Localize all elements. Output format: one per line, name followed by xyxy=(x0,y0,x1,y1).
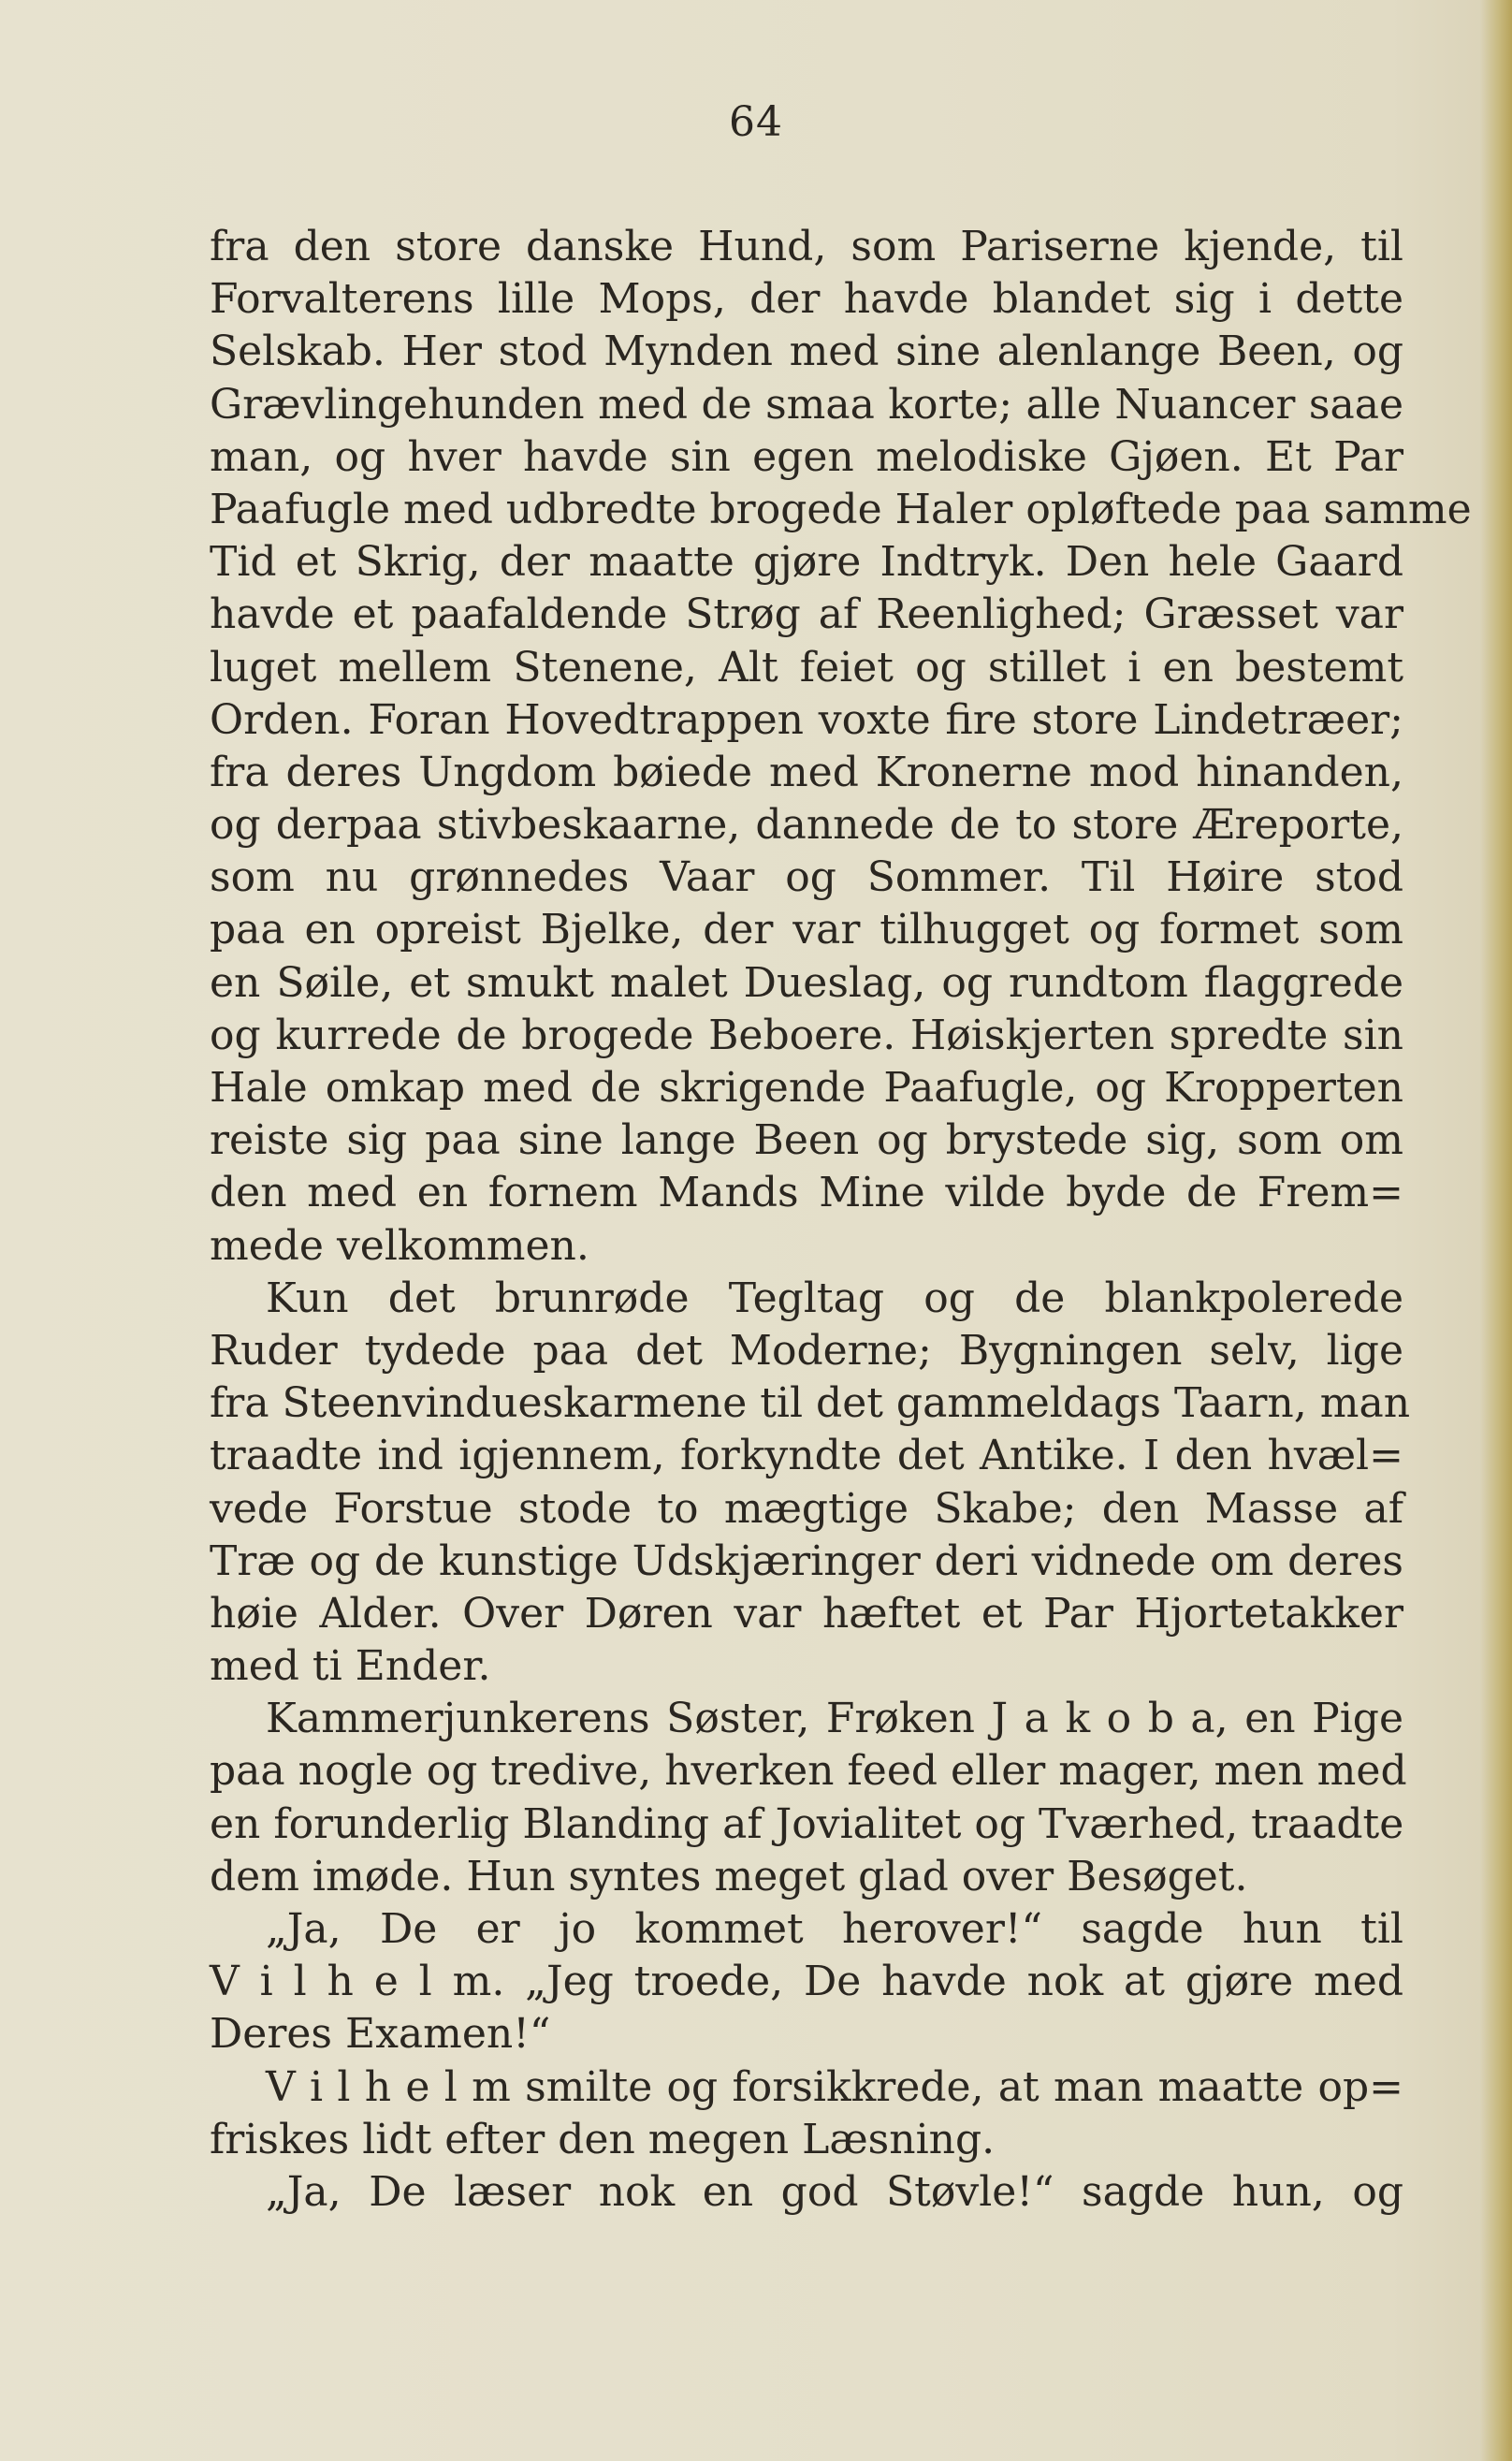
text-line: og derpaa stivbeskaarne, dannede de to store Æreporte, xyxy=(210,801,1403,850)
text-line: Grævlingehunden med de smaa korte; alle Nuancer saae xyxy=(210,380,1403,429)
text-line: en forunderlig Blanding af Jovialitet og Tværhed, traadte xyxy=(210,1799,1404,1848)
text-line: „Ja, De er jo kommet herover!“ sagde hun til xyxy=(266,1905,1403,1953)
text-line: Kammerjunkerens Søster, Frøken J a k o b a, en Pige xyxy=(266,1695,1403,1743)
text-line: havde et paafaldende Strøg af Reenlighed; Græsset var xyxy=(210,590,1403,639)
text-line: Paafugle med udbredte brogede Haler opløftede paa samme xyxy=(210,485,1472,533)
text-line: paa en opreist Bjelke, der var tilhugget og formet som xyxy=(210,906,1403,954)
text-line: Tid et Skrig, der maatte gjøre Indtryk. Den hele Gaard xyxy=(210,538,1403,587)
text-line: paa nogle og tredive, hverken feed eller mager, men med xyxy=(210,1747,1407,1796)
text-line: fra deres Ungdom bøiede med Kronerne mod hinanden, xyxy=(210,748,1403,796)
text-line: luget mellem Stenene, Alt feiet og stillet i en bestemt xyxy=(210,643,1403,692)
text-line: som nu grønnedes Vaar og Sommer. Til Høire stod xyxy=(210,853,1403,902)
text-line: Hale omkap med de skrigende Paafugle, og Kropperten xyxy=(210,1064,1403,1112)
text-line: Træ og de kunstige Udskjæringer deri vidnede om deres xyxy=(210,1536,1403,1585)
text-line: „Ja, De læser nok en god Støvle!“ sagde hun, og xyxy=(266,2167,1403,2216)
text-line: traadte ind igjennem, forkyndte det Antike. I den hvæl= xyxy=(210,1432,1403,1480)
text-line: V i l h e l m. „Jeg troede, De havde nok at gjøre med xyxy=(210,1958,1403,2006)
text-line: Ruder tydede paa det Moderne; Bygningen selv, lige xyxy=(210,1326,1403,1375)
text-line: Selskab. Her stod Mynden med sine alenlange Been, og xyxy=(210,328,1403,376)
page-number: 64 xyxy=(729,98,783,146)
text-line: fra Steenvindueskarmene til det gammeldags Taarn, man xyxy=(210,1379,1411,1428)
body-text xyxy=(210,221,1472,2219)
text-line: Forvalterens lille Mops, der havde blandet sig i dette xyxy=(210,275,1403,324)
text-line: Kun det brunrøde Tegltag og de blankpolerede xyxy=(266,1274,1403,1322)
text-line: reiste sig paa sine lange Been og brystede sig, som om xyxy=(210,1116,1403,1165)
text-line: med ti Ender. xyxy=(210,1642,491,1691)
text-line: Orden. Foran Hovedtrappen voxte fire store Lindetræer; xyxy=(210,695,1403,744)
text-line: Deres Examen!“ xyxy=(210,2010,551,2059)
text-line: høie Alder. Over Døren var hæftet et Par Hjortetakker xyxy=(210,1589,1403,1638)
page-edge-shadow xyxy=(1480,0,1512,2461)
text-line: vede Forstue stode to mægtige Skabe; den Masse af xyxy=(210,1484,1403,1533)
text-line: den med en fornem Mands Mine vilde byde de Frem= xyxy=(210,1169,1403,1217)
text-line: mede velkommen. xyxy=(210,1221,589,1270)
text-line: V i l h e l m smilte og forsikkrede, at man maatte op= xyxy=(266,2062,1403,2111)
text-line: man, og hver havde sin egen melodiske Gjøen. Et Par xyxy=(210,432,1403,481)
text-line: dem imøde. Hun syntes meget glad over Besøget. xyxy=(210,1852,1248,1900)
text-line: friskes lidt efter den megen Læsning. xyxy=(210,2115,996,2163)
text-line: og kurrede de brogede Beboere. Høiskjerten spredte sin xyxy=(210,1011,1403,1059)
text-line: fra den store danske Hund, som Pariserne kjende, til xyxy=(210,223,1403,270)
text-line: en Søile, et smukt malet Dueslag, og rundtom flaggrede xyxy=(210,958,1403,1007)
